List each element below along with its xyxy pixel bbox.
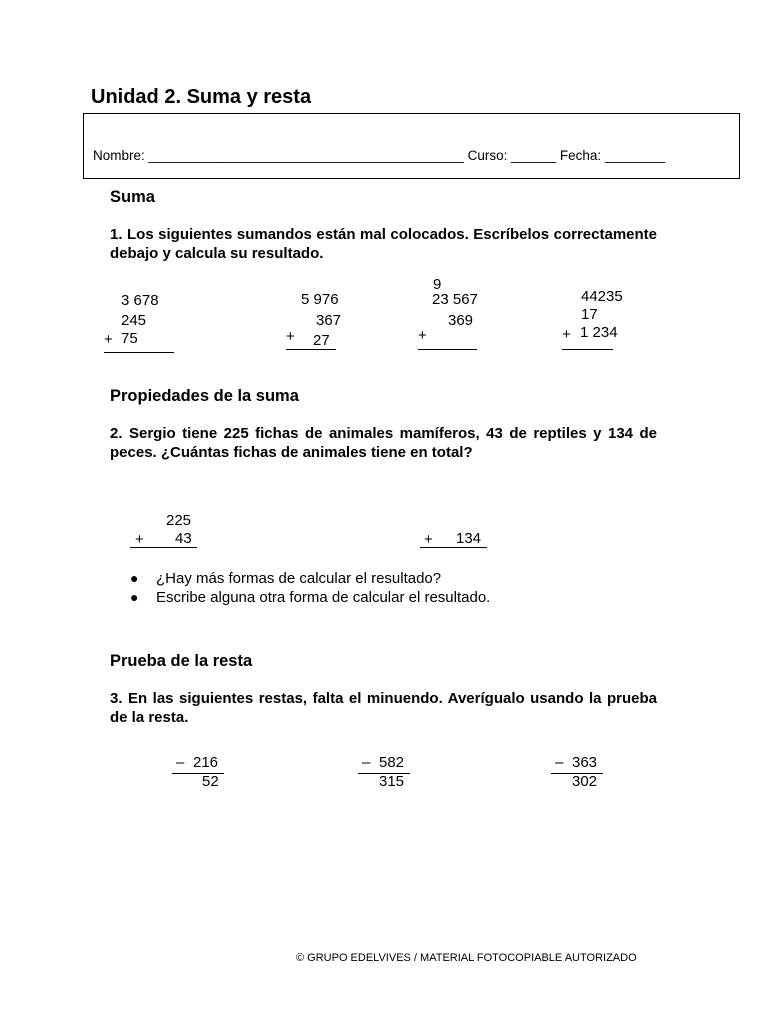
q3a-difference: 52 (202, 773, 219, 790)
q3a-minus-sign: – (176, 754, 185, 771)
bullet-icon: ● (130, 570, 139, 586)
q3b-minus-sign: – (362, 754, 371, 771)
question-3-text: 3. En las siguientes restas, falta el minuendo. Averígualo usando la prueba de la resta. (110, 690, 657, 726)
q1a-addend-1: 3 678 (121, 292, 159, 309)
student-info-box (83, 113, 740, 179)
list-item (130, 588, 490, 607)
list-item-text: Escribe alguna otra forma de calcular el resultado. (156, 589, 491, 606)
section-heading-propiedades: Propiedades de la suma (110, 387, 299, 405)
q1b-plus-sign: + (286, 328, 295, 345)
q1c-plus-sign: + (418, 327, 427, 344)
section-heading-prueba: Prueba de la resta (110, 652, 253, 670)
q1d-sum-line (562, 349, 613, 350)
q3b-subtrahend: 582 (379, 754, 405, 771)
page-title: Unidad 2. Suma y resta (91, 86, 312, 108)
q1c-addend-0: 9 (433, 276, 442, 293)
q3b-difference: 315 (379, 773, 405, 790)
q2b-addend-1: 134 (456, 530, 482, 547)
q3c-subtrahend: 363 (572, 754, 598, 771)
student-info-line[interactable]: Nombre: __________________________________________ Curso: ______ Fecha: ________ (93, 148, 666, 163)
section-heading-suma: Suma (110, 188, 155, 206)
q1c-addend-1: 23 567 (432, 291, 478, 308)
question-1-text: 1. Los siguientes sumandos están mal colocados. Escríbelos correctamente debajo y calcula su resultado. (110, 226, 657, 262)
q1d-addend-1: 44235 (581, 288, 623, 305)
q1c-sum-line (418, 349, 477, 350)
q2-bullet-list (130, 569, 490, 607)
q1a-addend-2: 245 (121, 312, 147, 329)
q1c-addend-2: 369 (448, 312, 474, 329)
q1d-addend-3: 1 234 (580, 324, 618, 341)
q1b-sum-line (286, 349, 336, 350)
q3a-subtrahend: 216 (193, 754, 219, 771)
q1d-addend-2: 17 (581, 306, 598, 323)
q2a-addend-1: 225 (166, 512, 192, 529)
list-item-text: ¿Hay más formas de calcular el resultado? (156, 570, 442, 587)
q2a-addend-2: 43 (175, 530, 192, 547)
q1a-plus-sign: + (104, 331, 113, 348)
q1a-addend-3: 75 (121, 330, 138, 347)
q3c-minus-sign: – (555, 754, 564, 771)
q3c-difference: 302 (572, 773, 598, 790)
q2a-sum-line (130, 547, 197, 548)
copyright-footer: © GRUPO EDELVIVES / MATERIAL FOTOCOPIABLE AUTORIZADO (296, 952, 637, 964)
q1b-addend-2: 367 (316, 312, 342, 329)
bullet-icon: ● (130, 589, 139, 605)
q1d-plus-sign: + (562, 326, 571, 343)
q1b-addend-3: 27 (313, 332, 330, 349)
q1a-sum-line (104, 352, 174, 353)
q2b-plus-sign: + (424, 531, 433, 548)
question-2-text: 2. Sergio tiene 225 fichas de animales mamíferos, 43 de reptiles y 134 de peces. ¿Cuántas fichas de animales tiene en total? (110, 425, 657, 461)
q2b-sum-line (420, 547, 487, 548)
list-item (130, 569, 490, 588)
q1b-addend-1: 5 976 (301, 291, 339, 308)
q2a-plus-sign: + (135, 531, 144, 548)
